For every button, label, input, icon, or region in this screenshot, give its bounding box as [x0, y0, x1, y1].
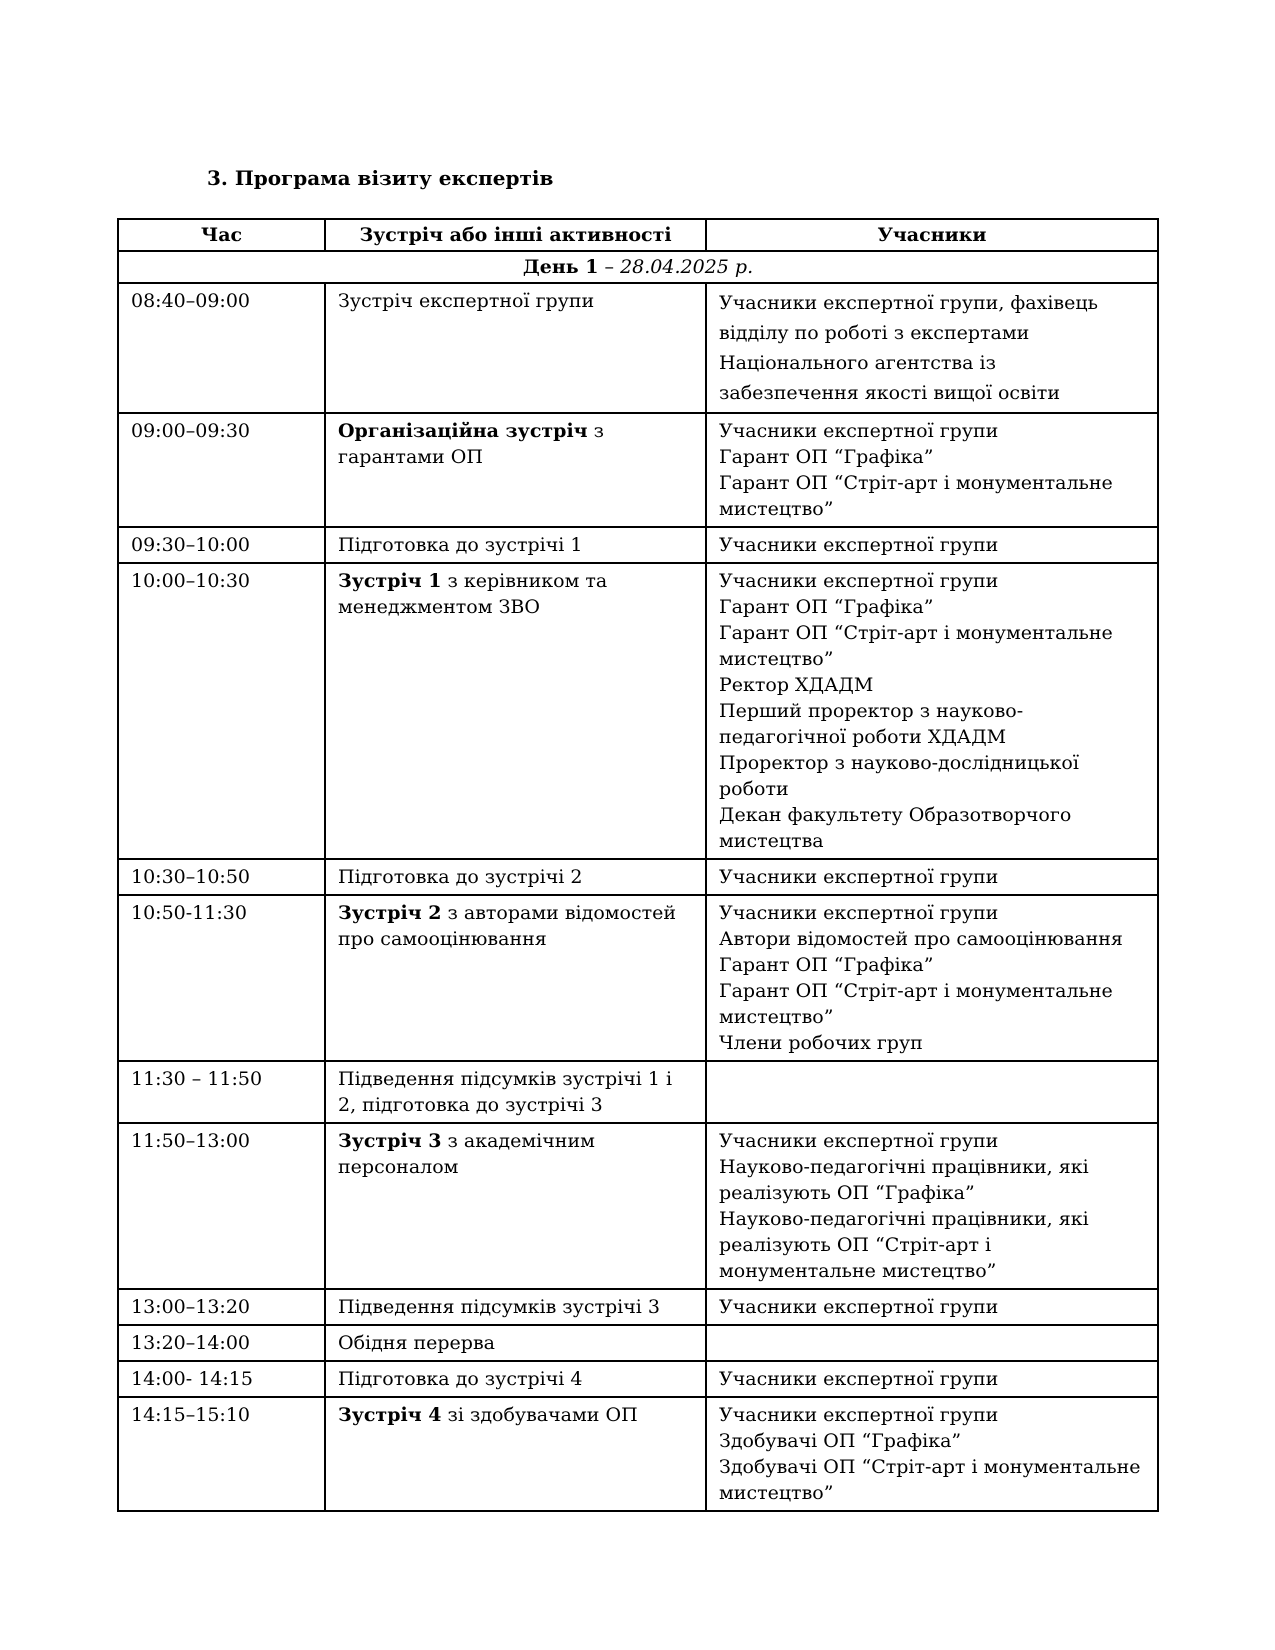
table-row	[118, 1361, 1158, 1397]
participants-cell	[706, 1289, 1158, 1325]
participants-cell	[706, 1397, 1158, 1511]
participant-entry: Науково-педагогічні працівники, які реалізують ОП “Графіка”	[719, 1156, 1089, 1204]
activity-cell	[325, 1361, 706, 1397]
activity-text: Підведення підсумків зустрічі 3	[338, 1296, 661, 1318]
participant-entry: забезпечення якості вищої освіти	[719, 382, 1060, 404]
activity-title: Організаційна зустріч	[338, 420, 588, 442]
activity-text: з керівником та менеджментом ЗВО	[338, 570, 608, 618]
activity-cell	[325, 1325, 706, 1361]
participant-entry: Учасники експертної групи	[719, 534, 999, 556]
participants-cell	[706, 1123, 1158, 1289]
header-activity: Зустріч або інші активності	[325, 219, 706, 251]
participants-cell	[706, 1361, 1158, 1397]
day-separator: –	[598, 256, 621, 278]
header-participants: Учасники	[706, 219, 1158, 251]
table-row	[118, 413, 1158, 527]
time-cell: 10:30–10:50	[118, 859, 325, 895]
activity-cell	[325, 895, 706, 1061]
participant-entry: Гарант ОП “Графіка”	[719, 446, 934, 468]
activity-text: з гарантами ОП	[338, 420, 604, 468]
activity-cell	[325, 283, 706, 413]
activity-cell	[325, 1289, 706, 1325]
activity-title: Зустріч 4	[338, 1404, 442, 1426]
activity-text: зі здобувачами ОП	[441, 1404, 638, 1426]
participant-entry: Перший проректор з науково-педагогічної роботи ХДАДМ	[719, 700, 1024, 748]
participant-entry: Учасники експертної групи	[719, 420, 999, 442]
activity-text: Підготовка до зустрічі 2	[338, 866, 583, 888]
table-row	[118, 1397, 1158, 1511]
activity-cell	[325, 563, 706, 859]
table-header-row	[118, 219, 1158, 251]
activity-text: Підготовка до зустрічі 1	[338, 534, 583, 556]
activity-text: Зустріч експертної групи	[338, 290, 595, 312]
day-label: День 1	[522, 256, 599, 278]
participant-entry: Учасники експертної групи, фахівець	[719, 292, 1098, 314]
participant-entry: Учасники експертної групи	[719, 1404, 999, 1426]
activity-cell	[325, 1397, 706, 1511]
time-cell: 10:50-11:30	[118, 895, 325, 1061]
participant-entry: Гарант ОП “Стріт-арт і монументальне мистецтво”	[719, 622, 1113, 670]
activity-cell	[325, 859, 706, 895]
day-cell	[118, 251, 1158, 283]
activity-text: Обідня перерва	[338, 1332, 495, 1354]
time-cell: 08:40–09:00	[118, 283, 325, 413]
activity-title: Зустріч 3	[338, 1130, 442, 1152]
section-title: 3. Програма візиту експертів	[207, 166, 554, 190]
table-row	[118, 1289, 1158, 1325]
day-date: 28.04.2025 р.	[620, 256, 754, 278]
time-cell: 09:30–10:00	[118, 527, 325, 563]
participant-entry: Здобувачі ОП “Графіка”	[719, 1430, 962, 1452]
table-row	[118, 895, 1158, 1061]
participant-entry: Учасники експертної групи	[719, 1130, 999, 1152]
participants-cell	[706, 563, 1158, 859]
participant-entry: Учасники експертної групи	[719, 1368, 999, 1390]
activity-title: Зустріч 2	[338, 902, 442, 924]
participants-cell	[706, 1325, 1158, 1361]
participant-entry: Декан факультету Образотворчого мистецтва	[719, 804, 1072, 852]
participant-entry: Гарант ОП “Графіка”	[719, 954, 934, 976]
table-row	[118, 283, 1158, 413]
activity-text: з академічним персоналом	[338, 1130, 595, 1178]
activity-title: Зустріч 1	[338, 570, 442, 592]
participants-cell	[706, 283, 1158, 413]
participant-entry: Учасники експертної групи	[719, 570, 999, 592]
activity-cell	[325, 413, 706, 527]
participants-cell	[706, 527, 1158, 563]
activity-text: Підготовка до зустрічі 4	[338, 1368, 583, 1390]
participant-entry: Гарант ОП “Стріт-арт і монументальне мистецтво”	[719, 980, 1113, 1028]
activity-cell	[325, 1061, 706, 1123]
participant-entry: Ректор ХДАДМ	[719, 674, 874, 696]
time-cell: 14:15–15:10	[118, 1397, 325, 1511]
time-cell: 13:00–13:20	[118, 1289, 325, 1325]
activity-cell	[325, 527, 706, 563]
participant-entry: Члени робочих груп	[719, 1032, 923, 1054]
time-cell: 11:30 – 11:50	[118, 1061, 325, 1123]
activity-cell	[325, 1123, 706, 1289]
participant-entry: Гарант ОП “Графіка”	[719, 596, 934, 618]
participant-entry: Автори відомостей про самооцінювання	[719, 928, 1123, 950]
participant-entry: відділу по роботі з експертами	[719, 322, 1030, 344]
participant-entry: Учасники експертної групи	[719, 902, 999, 924]
day-row	[118, 251, 1158, 283]
participant-entry: Учасники експертної групи	[719, 1296, 999, 1318]
table-row	[118, 527, 1158, 563]
participants-cell	[706, 413, 1158, 527]
table-row	[118, 1325, 1158, 1361]
table-row	[118, 563, 1158, 859]
participant-entry: Гарант ОП “Стріт-арт і монументальне мистецтво”	[719, 472, 1113, 520]
participant-entry: Проректор з науково-дослідницької роботи	[719, 752, 1079, 800]
time-cell: 14:00- 14:15	[118, 1361, 325, 1397]
participants-cell	[706, 895, 1158, 1061]
participants-cell	[706, 859, 1158, 895]
time-cell: 09:00–09:30	[118, 413, 325, 527]
table-row	[118, 859, 1158, 895]
activity-text: з авторами відомостей про самооцінювання	[338, 902, 677, 950]
participant-entry: Учасники експертної групи	[719, 866, 999, 888]
header-time: Час	[118, 219, 325, 251]
table-row	[118, 1123, 1158, 1289]
time-cell: 13:20–14:00	[118, 1325, 325, 1361]
visit-program-table	[117, 218, 1159, 1512]
table-row	[118, 1061, 1158, 1123]
activity-text: Підведення підсумків зустрічі 1 і 2, підготовка до зустрічі 3	[338, 1068, 673, 1116]
participants-cell	[706, 1061, 1158, 1123]
time-cell: 11:50–13:00	[118, 1123, 325, 1289]
participant-entry: Національного агентства із	[719, 352, 996, 374]
time-cell: 10:00–10:30	[118, 563, 325, 859]
participant-entry: Здобувачі ОП “Стріт-арт і монументальне мистецтво”	[719, 1456, 1141, 1504]
participant-entry: Науково-педагогічні працівники, які реалізують ОП “Стріт-арт і монументальне мистецтво”	[719, 1208, 1089, 1282]
